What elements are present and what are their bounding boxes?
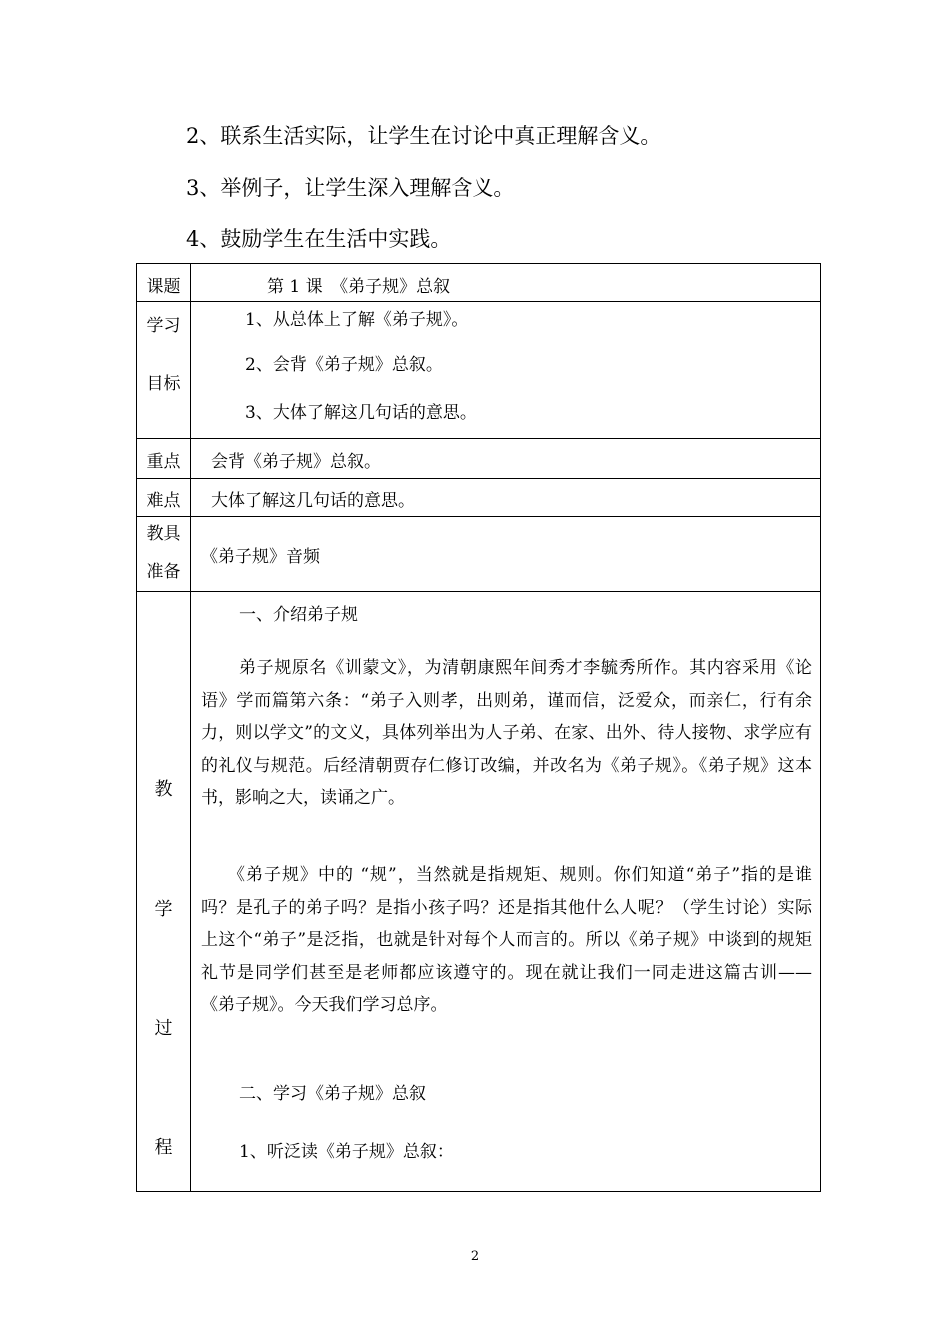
page-number: 2 (470, 1249, 480, 1264)
lesson-label-cell (137, 264, 191, 302)
goal-item-1: 1、从总体上了解《弟子规》。 (245, 310, 469, 330)
intro-line-4: 4、鼓励学生在生活中实践。 (186, 227, 452, 251)
lesson-title: 第 1 课 《弟子规》总叙 (267, 277, 451, 297)
difficulty-label-cell (137, 479, 191, 517)
goals-label-top: 学习 (146, 316, 181, 336)
section-2-title: 二、学习《弟子规》总叙 (239, 1084, 426, 1104)
tools-label-cell (137, 517, 191, 592)
paragraph-2 (201, 859, 812, 1022)
tools-value: 《弟子规》音频 (201, 547, 320, 567)
process-label-char-1: 教 (154, 779, 173, 800)
goals-label-cell (137, 302, 191, 439)
goals-label-bottom: 目标 (146, 374, 181, 394)
section-1-title: 一、介绍弟子规 (239, 605, 358, 625)
tools-label-top: 教具 (146, 524, 181, 544)
process-row (137, 592, 821, 1192)
paragraph-1-text: 弟子规原名《训蒙文》，为清朝康熙年间秀才李毓秀所作。其内容采用《论语》学而篇第六条：“弟子入则孝，出则弟，谨而信，泛爱众，而亲仁，行有余力，则以学文”的文义，具体列举出为人子弟、在家、出外、待人接物、求学应有的礼仪与规范。后经清朝贾存仁修订改编，并改名为《弟子规》。《弟子规》这本书，影响之大，读诵之广。 (201, 658, 812, 809)
goal-item-2: 2、会背《弟子规》总叙。 (245, 355, 443, 375)
step-1: 1、听泛读《弟子规》总叙： (239, 1142, 454, 1162)
difficulty-row (137, 479, 821, 517)
key-label-cell (137, 439, 191, 479)
tools-row (137, 517, 821, 592)
process-value-cell (191, 592, 821, 1192)
difficulty-value-cell (191, 479, 821, 517)
paragraph-1 (201, 652, 812, 815)
lesson-value-cell (191, 264, 821, 302)
lesson-plan-table (136, 263, 821, 1192)
key-row (137, 439, 821, 479)
goal-item-3: 3、大体了解这几句话的意思。 (245, 403, 477, 423)
lesson-label: 课题 (146, 277, 181, 297)
key-value-cell (191, 439, 821, 479)
key-label: 重点 (146, 452, 181, 472)
difficulty-label: 难点 (146, 491, 181, 511)
process-label-char-3: 过 (154, 1018, 173, 1039)
paragraph-2-text: 《弟子规》中的 “规”，当然就是指规矩、规则。你们知道“弟子”指的是谁吗？是孔子的弟子吗？是指小孩子吗？还是指其他什么人呢？（学生讨论）实际上这个“弟子”是泛指，也就是针对每个人而言的。所以《弟子规》中谈到的规矩礼节是同学们甚至是老师都应该遵守的。现在就让我们一同走进这篇古训——《弟子规》。今天我们学习总序。 (201, 865, 812, 1016)
process-label-char-4: 程 (154, 1137, 173, 1158)
intro-line-2: 2、联系生活实际，让学生在讨论中真正理解含义。 (186, 124, 662, 148)
tools-label-bottom: 准备 (146, 562, 181, 582)
goals-value-cell (191, 302, 821, 439)
intro-line-3: 3、举例子，让学生深入理解含义。 (186, 176, 515, 200)
key-value: 会背《弟子规》总叙。 (211, 452, 381, 472)
process-label-cell (137, 592, 191, 1192)
process-label-char-2: 学 (154, 899, 173, 920)
difficulty-value: 大体了解这几句话的意思。 (211, 491, 415, 511)
goals-row (137, 302, 821, 439)
tools-value-cell (191, 517, 821, 592)
lesson-row (137, 264, 821, 302)
